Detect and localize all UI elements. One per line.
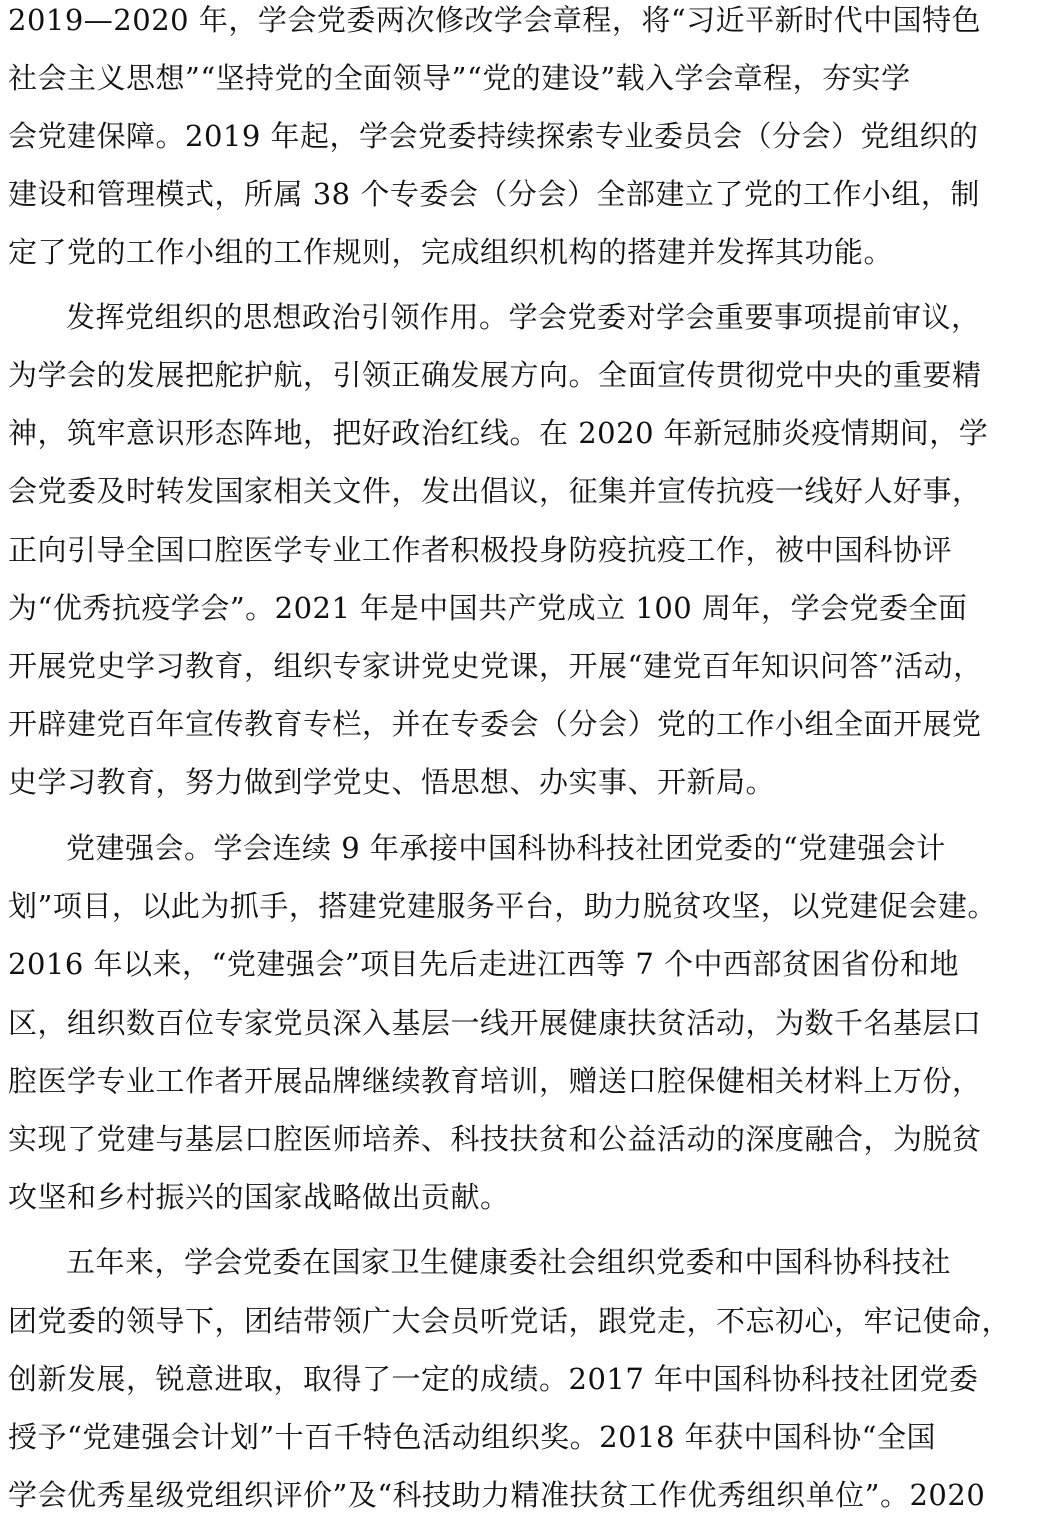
text-line: 发挥党组织的思想政治引领作用。学会党委对学会重要事项提前审议，: [66, 300, 981, 334]
text-line: 党建强会。学会连续 9 年承接中国科协科技社团党委的“党建强会计: [66, 831, 946, 865]
text-line: 实现了党建与基层口腔医师培养、科技扶贫和公益活动的深度融合，为脱贫: [8, 1122, 982, 1156]
text-line: 2019—2020 年，学会党委两次修改学会章程，将“习近平新时代中国特色: [8, 3, 982, 37]
text-line: 会党委及时转发国家相关文件，发出倡议，征集并宣传抗疫一线好人好事，: [8, 474, 982, 508]
text-line: 团党委的领导下，团结带领广大会员听党话，跟党走，不忘初心，牢记使命，: [8, 1304, 1012, 1338]
text-line: 为“优秀抗疫学会”。2021 年是中国共产党成立 100 周年，学会党委全面: [8, 591, 968, 625]
text-line: 正向引导全国口腔医学专业工作者积极投身防疫抗疫工作，被中国科协评: [8, 533, 953, 567]
text-line: 定了党的工作小组的工作规则，完成组织机构的搭建并发挥其功能。: [8, 235, 894, 269]
text-line: 为学会的发展把舵护航，引领正确发展方向。全面宣传贯彻党中央的重要精: [8, 358, 982, 392]
text-line: 划”项目，以此为抓手，搭建党建服务平台，助力脱贫攻坚，以党建促会建。: [8, 889, 997, 923]
text-line: 开展党史学习教育，组织专家讲党史党课，开展“建党百年知识问答”活动，: [8, 649, 983, 683]
text-line: 社会主义思想”“坚持党的全面领导”“党的建设”载入学会章程，夯实学: [8, 61, 911, 95]
text-line: 腔医学专业工作者开展品牌继续教育培训，赠送口腔保健相关材料上万份，: [8, 1064, 982, 1098]
text-line: 区，组织数百位专家党员深入基层一线开展健康扶贫活动，为数千名基层口: [8, 1006, 982, 1040]
text-line: 创新发展，锐意进取，取得了一定的成绩。2017 年中国科协科技社团党委: [8, 1362, 979, 1396]
text-line: 开辟建党百年宣传教育专栏，并在专委会（分会）党的工作小组全面开展党: [8, 707, 982, 741]
text-line: 神，筑牢意识形态阵地，把好政治红线。在 2020 年新冠肺炎疫情期间，学: [8, 416, 989, 450]
text-line: 史学习教育，努力做到学党史、悟思想、办实事、开新局。: [8, 765, 776, 799]
text-line: 攻坚和乡村振兴的国家战略做出贡献。: [8, 1180, 510, 1214]
text-line: 授予“党建强会计划”十百千特色活动组织奖。2018 年获中国科协“全国: [8, 1420, 936, 1454]
text-line: 会党建保障。2019 年起，学会党委持续探索专业委员会（分会）党组织的: [8, 119, 979, 153]
text-line: 五年来，学会党委在国家卫生健康委社会组织党委和中国科协科技社: [66, 1245, 952, 1279]
text-line: 建设和管理模式，所属 38 个专委会（分会）全部建立了党的工作小组，制: [8, 177, 980, 211]
text-line: 2016 年以来，“党建强会”项目先后走进江西等 7 个中西部贫困省份和地: [8, 947, 960, 981]
text-line: 学会优秀星级党组织评价”及“科技助力精准扶贫工作优秀组织单位”。2020: [8, 1478, 986, 1512]
